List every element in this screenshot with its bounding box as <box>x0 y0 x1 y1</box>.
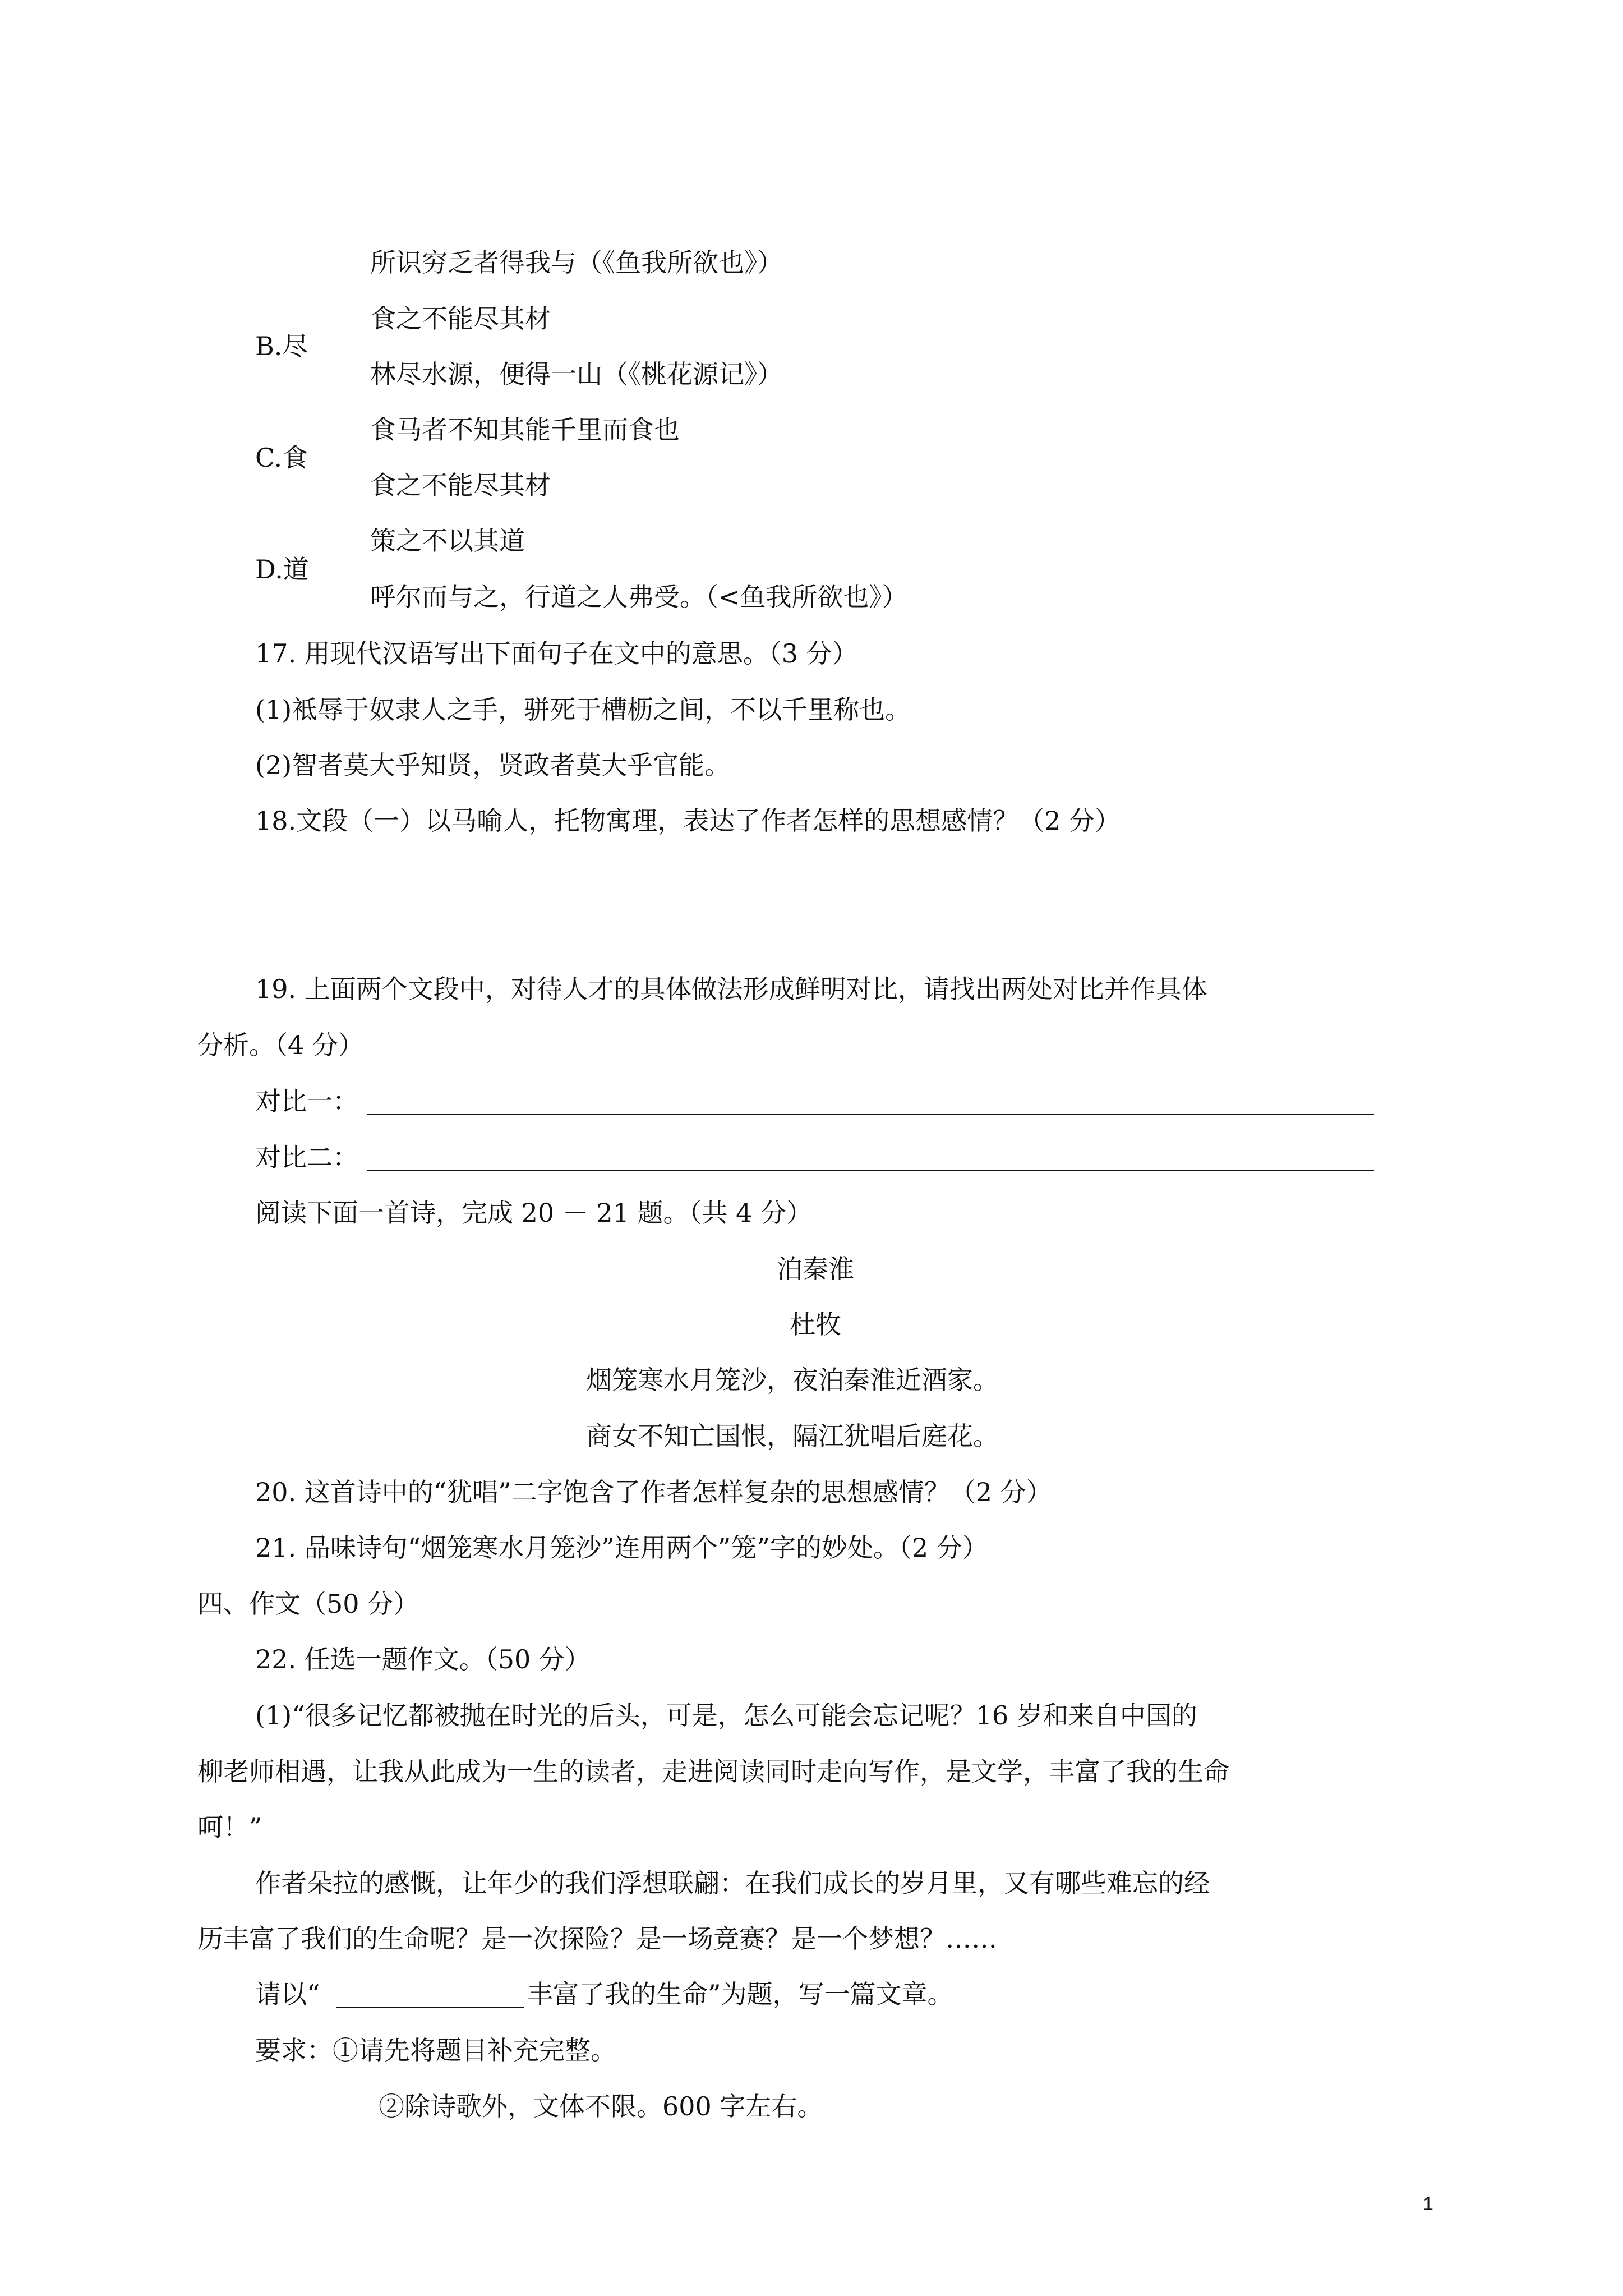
q22-p1-line2: 柳老师相遇，让我从此成为一生的读者，走进阅读同时走向写作，是文学，丰富了我的生命 <box>197 1756 1229 1787</box>
q21-prompt: 21. 品味诗句“烟笼寒水月笼沙”连用两个”笼”字的妙处。（2 分） <box>255 1533 988 1563</box>
q16-c-label: C.食 <box>255 443 308 473</box>
q22-p1-line3: 呵！” <box>197 1812 262 1842</box>
q22-prompt: 22. 任选一题作文。（50 分） <box>255 1644 591 1674</box>
q16-d-line1: 策之不以其道 <box>370 526 525 556</box>
q16-a-line2: 所识穷乏者得我与（《鱼我所欲也》） <box>370 247 783 278</box>
q16-d-line2: 呼尔而与之，行道之人弗受。（<鱼我所欲也》） <box>370 582 908 612</box>
q16-b-label: B.尽 <box>255 331 308 361</box>
poem-title: 泊秦淮 <box>777 1254 854 1284</box>
q17-item1: (1)袛辱于奴隶人之手，骈死于槽枥之间，不以千里称也。 <box>255 694 911 725</box>
poem-intro: 阅读下面一首诗，完成 20 － 21 题。（共 4 分） <box>255 1198 813 1228</box>
section4-heading: 四、作文（50 分） <box>197 1589 419 1619</box>
q16-d-label: D.道 <box>255 554 309 585</box>
q20-prompt: 20. 这首诗中的“犹唱”二字饱含了作者怎样复杂的思想感情？（2 分） <box>255 1477 1052 1507</box>
contrast1-answer-line <box>367 1114 1374 1115</box>
q22-title-prefix: 请以“ <box>255 1979 320 2009</box>
contrast1-label: 对比一： <box>255 1086 358 1116</box>
contrast2-answer-line <box>367 1170 1374 1171</box>
q17-item2: (2)智者莫大乎知贤，贤政者莫大乎官能。 <box>255 750 731 780</box>
q22-requirement-2: ②除诗歌外，文体不限。600 字左右。 <box>379 2091 823 2122</box>
q16-c-line2: 食之不能尽其材 <box>370 470 551 500</box>
q18-prompt: 18.文段（一）以马喻人，托物寓理，表达了作者怎样的思想感情？（2 分） <box>255 806 1121 836</box>
q19-prompt-line1: 19. 上面两个文段中，对待人才的具体做法形成鲜明对比，请找出两处对比并作具体 <box>255 974 1207 1004</box>
q22-requirement-1: 要求：①请先将题目补充完整。 <box>255 2035 616 2065</box>
poem-line1: 烟笼寒水月笼沙，夜泊秦淮近酒家。 <box>586 1365 999 1395</box>
page-number: 1 <box>1423 2193 1433 2215</box>
q16-b-line2: 林尽水源，便得一山（《桃花源记》） <box>370 359 783 389</box>
q16-b-line1: 食之不能尽其材 <box>370 303 551 334</box>
q22-p1-line1: (1)“很多记忆都被抛在时光的后头，可是，怎么可能会忘记呢？16 岁和来自中国的 <box>255 1700 1197 1731</box>
q17-prompt: 17. 用现代汉语写出下面句子在文中的意思。（3 分） <box>255 638 858 669</box>
title-blank-line <box>336 2007 524 2008</box>
poem-author: 杜牧 <box>790 1309 841 1340</box>
poem-line2: 商女不知亡国恨，隔江犹唱后庭花。 <box>586 1421 999 1451</box>
q22-p2-line2: 历丰富了我们的生命呢？是一次探险？是一场竞赛？是一个梦想？…… <box>197 1924 997 1954</box>
q22-title-suffix: 丰富了我的生命”为题，写一篇文章。 <box>527 1979 953 2009</box>
contrast2-label: 对比二： <box>255 1142 358 1172</box>
q22-p2-line1: 作者朵拉的感慨，让年少的我们浮想联翩：在我们成长的岁月里，又有哪些难忘的经 <box>255 1868 1210 1898</box>
q19-prompt-line2: 分析。（4 分） <box>197 1030 364 1060</box>
q16-c-line1: 食马者不知其能千里而食也 <box>370 415 680 445</box>
